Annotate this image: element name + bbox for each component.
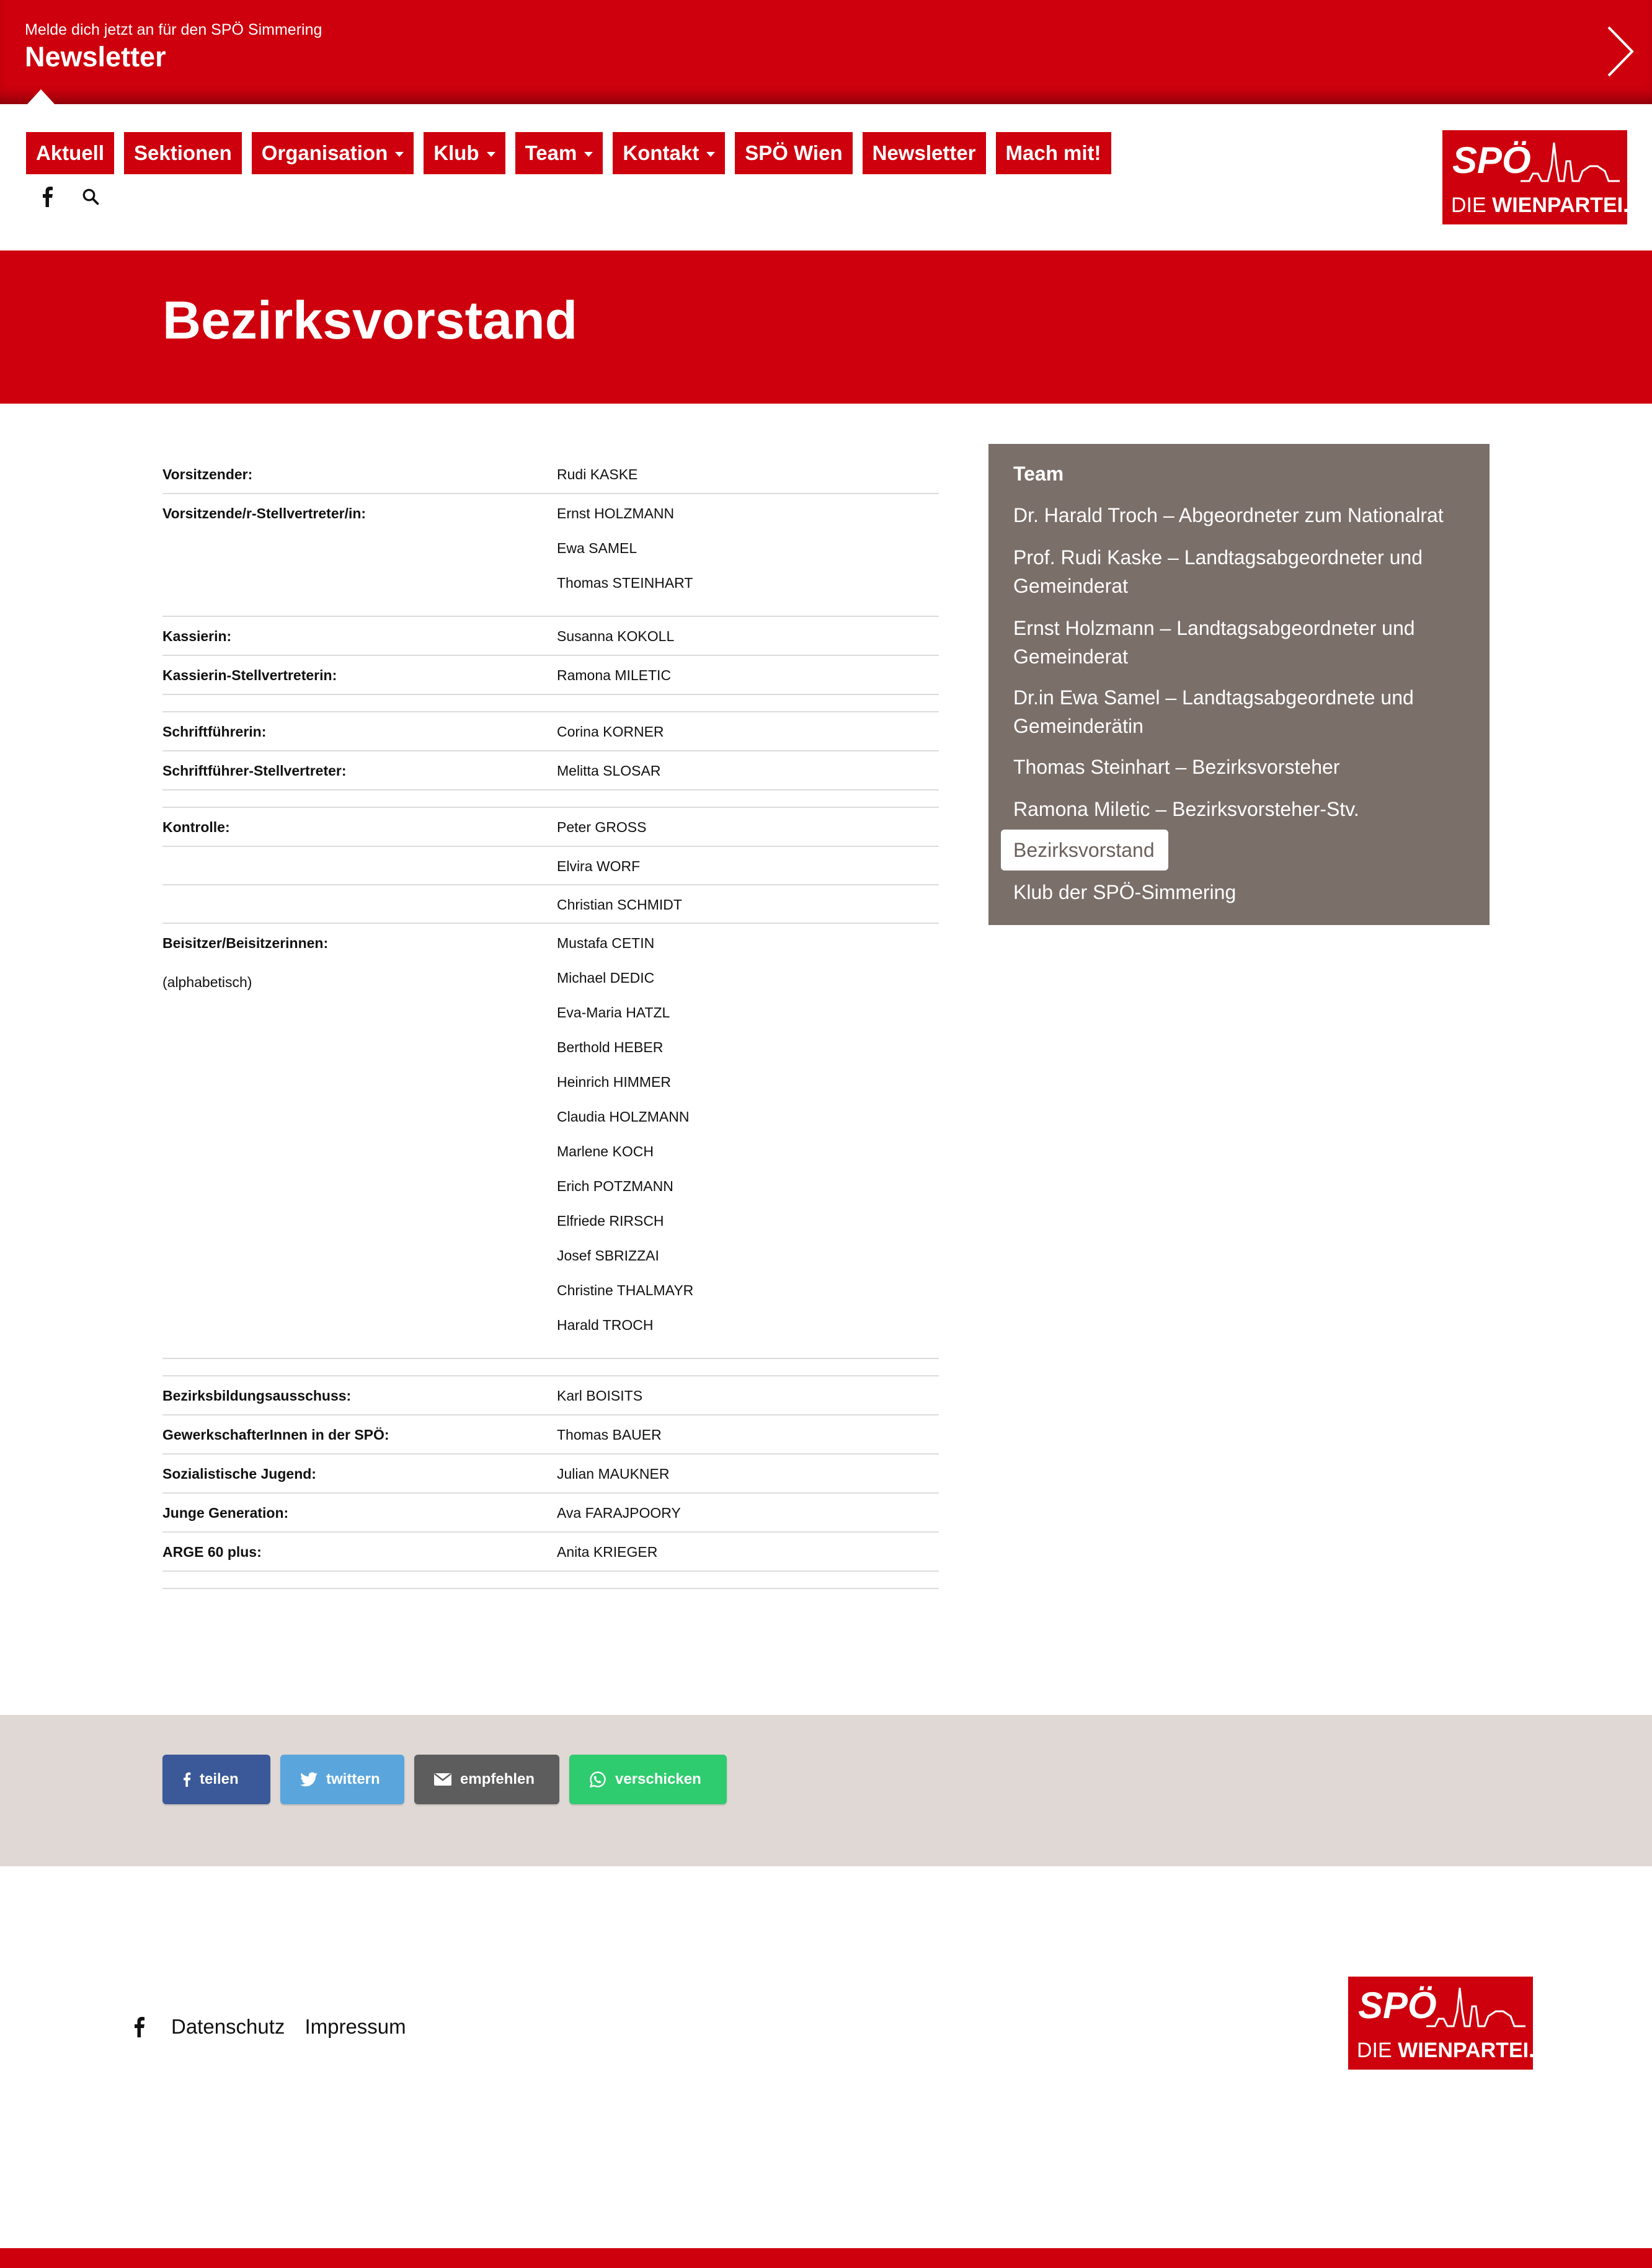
sidebar-link-miletic[interactable]: Ramona Miletic – Bezirksvorsteher-Stv. bbox=[1013, 798, 1359, 820]
member-name: Berthold HEBER bbox=[557, 1039, 664, 1055]
member-name: Thomas STEINHART bbox=[557, 575, 693, 591]
share-facebook-button[interactable] bbox=[162, 1755, 270, 1804]
sidebar-link-bezirksvorstand[interactable]: Bezirksvorstand bbox=[1001, 830, 1168, 870]
share-band bbox=[0, 1715, 1652, 1866]
page-title: Bezirksvorstand bbox=[162, 291, 578, 350]
nav-item-spoe-wien[interactable] bbox=[735, 132, 852, 174]
nav-item-label: SPÖ Wien bbox=[745, 141, 843, 164]
nav-item-label: Sektionen bbox=[134, 141, 232, 164]
member-name: Karl BOISITS bbox=[557, 1388, 643, 1404]
nav-item-organisation[interactable] bbox=[252, 132, 414, 174]
share-email-label: empfehlen bbox=[460, 1771, 535, 1787]
row-label: Kontrolle: bbox=[162, 819, 230, 835]
table-row bbox=[162, 924, 939, 1359]
nav-item-label: Klub bbox=[433, 141, 479, 164]
table-row bbox=[162, 656, 939, 695]
city-skyline-icon bbox=[1426, 1983, 1525, 2034]
footer-link-impressum[interactable]: Impressum bbox=[304, 2015, 406, 2038]
caret-down-icon bbox=[584, 152, 593, 157]
facebook-icon bbox=[182, 1771, 191, 1787]
caret-down-icon bbox=[487, 152, 495, 157]
table-row bbox=[162, 1455, 939, 1494]
row-label: Schriftführer-Stellvertreter: bbox=[162, 763, 347, 779]
nav-item-sektionen[interactable] bbox=[124, 132, 242, 174]
member-name: Thomas BAUER bbox=[557, 1427, 662, 1443]
row-label: ARGE 60 plus: bbox=[162, 1544, 262, 1560]
board-table bbox=[162, 455, 939, 1589]
nav-item-newsletter[interactable] bbox=[863, 132, 986, 174]
member-name: Claudia HOLZMANN bbox=[557, 1109, 690, 1125]
nav-item-aktuell[interactable] bbox=[26, 132, 114, 174]
member-name: Heinrich HIMMER bbox=[557, 1074, 672, 1090]
sidebar-link-klub[interactable]: Klub der SPÖ-Simmering bbox=[1013, 881, 1237, 903]
sidebar-link-samel[interactable]: Dr.in Ewa Samel – Landtagsabgeordnete und Gemeinderätin bbox=[1013, 686, 1414, 737]
row-label: Beisitzer/Beisitzerinnen: bbox=[162, 935, 329, 951]
facebook-icon[interactable] bbox=[131, 2016, 146, 2037]
member-name: Eva-Maria HATZL bbox=[557, 1004, 670, 1021]
twitter-icon bbox=[300, 1772, 318, 1787]
main-navigation bbox=[26, 132, 1111, 174]
member-name: Peter GROSS bbox=[557, 819, 647, 835]
member-name: Marlene KOCH bbox=[557, 1143, 654, 1159]
member-name: Rudi KASKE bbox=[557, 466, 638, 482]
member-name: Elfriede RIRSCH bbox=[557, 1213, 664, 1229]
row-label: Vorsitzende/r-Stellvertreter/in: bbox=[162, 505, 366, 521]
table-row bbox=[162, 885, 939, 924]
logo-brand: SPÖ bbox=[1452, 140, 1531, 181]
row-label: Bezirksbildungsausschuss: bbox=[162, 1388, 352, 1404]
nav-item-label: Aktuell bbox=[36, 141, 105, 164]
member-name: Susanna KOKOLL bbox=[557, 628, 675, 644]
table-row bbox=[162, 1533, 939, 1572]
member-name: Anita KRIEGER bbox=[557, 1544, 658, 1560]
banner-notch bbox=[27, 89, 55, 104]
share-twitter-button[interactable] bbox=[280, 1755, 404, 1804]
footer-bottom-bar bbox=[0, 2248, 1652, 2268]
row-label: Junge Generation: bbox=[162, 1505, 289, 1521]
nav-item-kontakt[interactable] bbox=[613, 132, 725, 174]
row-label: Kassierin: bbox=[162, 628, 232, 644]
member-name: Corina KORNER bbox=[557, 724, 664, 740]
sidebar-link-kaske[interactable]: Prof. Rudi Kaske – Landtagsabgeordneter und Gemeinderat bbox=[1013, 546, 1423, 597]
logo-brand: SPÖ bbox=[1358, 1985, 1437, 2026]
table-row bbox=[162, 847, 939, 885]
member-name: Ava FARAJPOORY bbox=[557, 1505, 681, 1521]
facebook-icon[interactable] bbox=[38, 186, 56, 207]
newsletter-banner[interactable] bbox=[0, 0, 1652, 104]
envelope-icon bbox=[434, 1773, 451, 1786]
table-row bbox=[162, 751, 939, 791]
member-name: Ramona MILETIC bbox=[557, 667, 672, 683]
nav-item-team[interactable] bbox=[515, 132, 603, 174]
sidebar-link-holzmann[interactable]: Ernst Holzmann – Landtagsabgeordneter und Gemeinderat bbox=[1013, 617, 1415, 668]
member-name: Melitta SLOSAR bbox=[557, 763, 661, 779]
nav-icons bbox=[38, 186, 99, 207]
share-email-button[interactable] bbox=[414, 1755, 559, 1804]
table-row bbox=[162, 494, 939, 617]
member-name: Michael DEDIC bbox=[557, 970, 655, 986]
member-name: Julian MAUKNER bbox=[557, 1466, 670, 1482]
whatsapp-icon bbox=[589, 1771, 606, 1788]
share-whatsapp-label: verschicken bbox=[615, 1771, 701, 1787]
footer-links bbox=[131, 2015, 426, 2039]
table-row bbox=[162, 808, 939, 847]
table-row bbox=[162, 455, 939, 494]
member-name: Mustafa CETIN bbox=[557, 935, 655, 951]
spoe-logo[interactable] bbox=[1442, 130, 1627, 224]
search-icon[interactable] bbox=[82, 186, 99, 207]
nav-item-mach-mit[interactable] bbox=[996, 132, 1111, 174]
nav-item-label: Mach mit! bbox=[1005, 141, 1101, 164]
share-twitter-label: twittern bbox=[326, 1771, 380, 1787]
newsletter-banner-text: Melde dich jetzt an für den SPÖ Simmering bbox=[25, 21, 322, 38]
row-label: Vorsitzender: bbox=[162, 466, 253, 482]
member-name: Josef SBRIZZAI bbox=[557, 1247, 659, 1264]
row-label: Sozialistische Jugend: bbox=[162, 1466, 316, 1482]
nav-item-label: Organisation bbox=[261, 141, 388, 164]
logo-tagline: DIE WIENPARTEI. bbox=[1357, 2039, 1535, 2062]
row-label: Kassierin-Stellvertreterin: bbox=[162, 667, 337, 683]
member-name: Christian SCHMIDT bbox=[557, 897, 682, 913]
sidebar-link-steinhart[interactable]: Thomas Steinhart – Bezirksvorsteher bbox=[1013, 756, 1340, 778]
member-name: Harald TROCH bbox=[557, 1317, 654, 1333]
row-label: Schriftführerin: bbox=[162, 724, 267, 740]
share-whatsapp-button[interactable] bbox=[569, 1755, 727, 1804]
table-spacer bbox=[162, 1359, 939, 1376]
logo-tagline: DIE WIENPARTEI. bbox=[1451, 193, 1629, 217]
table-row bbox=[162, 712, 939, 751]
table-row bbox=[162, 1376, 939, 1415]
table-spacer bbox=[162, 791, 939, 808]
member-name: Christine THALMAYR bbox=[557, 1282, 694, 1298]
member-name: Erich POTZMANN bbox=[557, 1178, 673, 1194]
sidebar-link-troch[interactable]: Dr. Harald Troch – Abgeordneter zum Nationalrat bbox=[1013, 504, 1444, 526]
member-name: Ernst HOLZMANN bbox=[557, 505, 675, 521]
table-row bbox=[162, 1415, 939, 1455]
table-row bbox=[162, 617, 939, 656]
nav-item-label: Kontakt bbox=[623, 141, 699, 164]
nav-item-label: Newsletter bbox=[872, 141, 976, 164]
table-spacer bbox=[162, 1572, 939, 1589]
nav-item-klub[interactable] bbox=[424, 132, 505, 174]
table-row bbox=[162, 1494, 939, 1533]
footer-spoe-logo[interactable] bbox=[1348, 1977, 1533, 2070]
member-name: Ewa SAMEL bbox=[557, 540, 637, 556]
team-sidebar bbox=[988, 444, 1490, 925]
member-name: Elvira WORF bbox=[557, 858, 641, 874]
share-facebook-label: teilen bbox=[200, 1771, 239, 1787]
row-label: GewerkschafterInnen in der SPÖ: bbox=[162, 1427, 389, 1443]
caret-down-icon bbox=[706, 152, 715, 157]
newsletter-banner-title: Newsletter bbox=[25, 41, 166, 73]
city-skyline-icon bbox=[1521, 138, 1620, 188]
nav-item-label: Team bbox=[525, 141, 577, 164]
table-spacer bbox=[162, 695, 939, 712]
footer-link-datenschutz[interactable]: Datenschutz bbox=[171, 2015, 285, 2038]
chevron-right-icon[interactable] bbox=[1605, 25, 1636, 78]
caret-down-icon bbox=[395, 152, 404, 157]
page-hero bbox=[0, 250, 1652, 404]
row-sublabel: (alphabetisch) bbox=[162, 974, 252, 990]
sidebar-heading: Team bbox=[1013, 463, 1064, 485]
